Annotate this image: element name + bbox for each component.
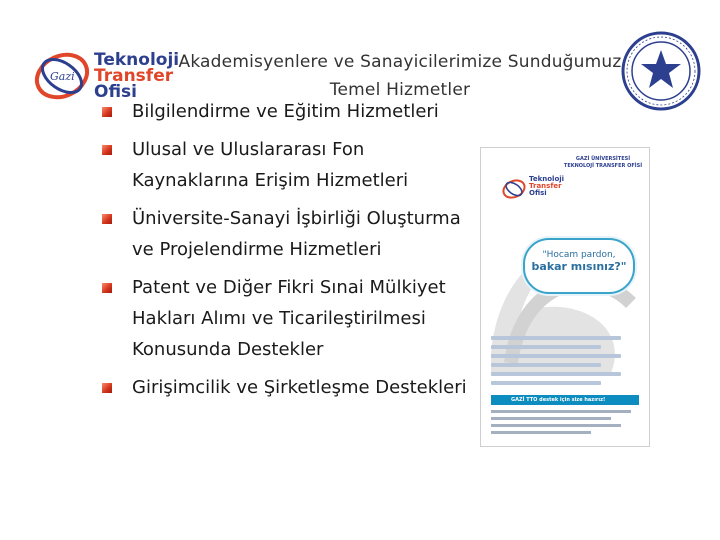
logo-line-2: Transfer bbox=[94, 66, 174, 86]
bullet-square-icon bbox=[102, 383, 112, 393]
list-item: Patent ve Diğer Fikri Sınai Mülkiyet Hakları Alımı ve Ticarileştirilmesi Konusunda Destekler bbox=[102, 272, 472, 365]
bullet-square-icon bbox=[102, 283, 112, 293]
list-item: Üniversite‐Sanayi İşbirliği Oluşturma ve Projelendirme Hizmetleri bbox=[102, 203, 472, 265]
tto-poster-image bbox=[480, 147, 650, 447]
list-item: Ulusal ve Uluslararası Fon Kaynaklarına Erişim Hizmetleri bbox=[102, 134, 472, 196]
poster-speech-bubble: "Hocam pardon, bakar mısınız?" bbox=[523, 238, 635, 294]
list-item: Girişimcilik ve Şirketleşme Destekleri bbox=[102, 372, 472, 403]
poster-header: GAZİ ÜNİVERSİTESİ TEKNOLOJİ TRANSFER OFİSİ bbox=[563, 156, 643, 169]
bullet-square-icon bbox=[102, 145, 112, 155]
poster-logo: Teknoloji Transfer Ofisi bbox=[501, 174, 561, 204]
bullet-square-icon bbox=[102, 107, 112, 117]
logo-line-1: Teknoloji bbox=[94, 50, 180, 70]
title-line-1: Akademisyenlere ve Sanayicilerimize Sunduğumuz bbox=[178, 52, 622, 72]
title-line-2: Temel Hizmetler bbox=[329, 80, 471, 100]
poster-text-lines bbox=[491, 336, 641, 390]
bullet-square-icon bbox=[102, 214, 112, 224]
university-seal-icon bbox=[620, 30, 702, 112]
svg-text:Gazi: Gazi bbox=[50, 70, 75, 83]
poster-logo-icon bbox=[501, 174, 529, 202]
service-list bbox=[102, 96, 472, 410]
list-item: Bilgilendirme ve Eğitim Hizmetleri bbox=[102, 96, 472, 127]
logo-line-3: Ofisi bbox=[94, 82, 137, 102]
poster-footer-lines bbox=[491, 410, 639, 438]
poster-support-bar: GAZİ TTO destek için size hazırız! bbox=[491, 395, 639, 405]
tto-swirl-icon bbox=[32, 40, 102, 110]
